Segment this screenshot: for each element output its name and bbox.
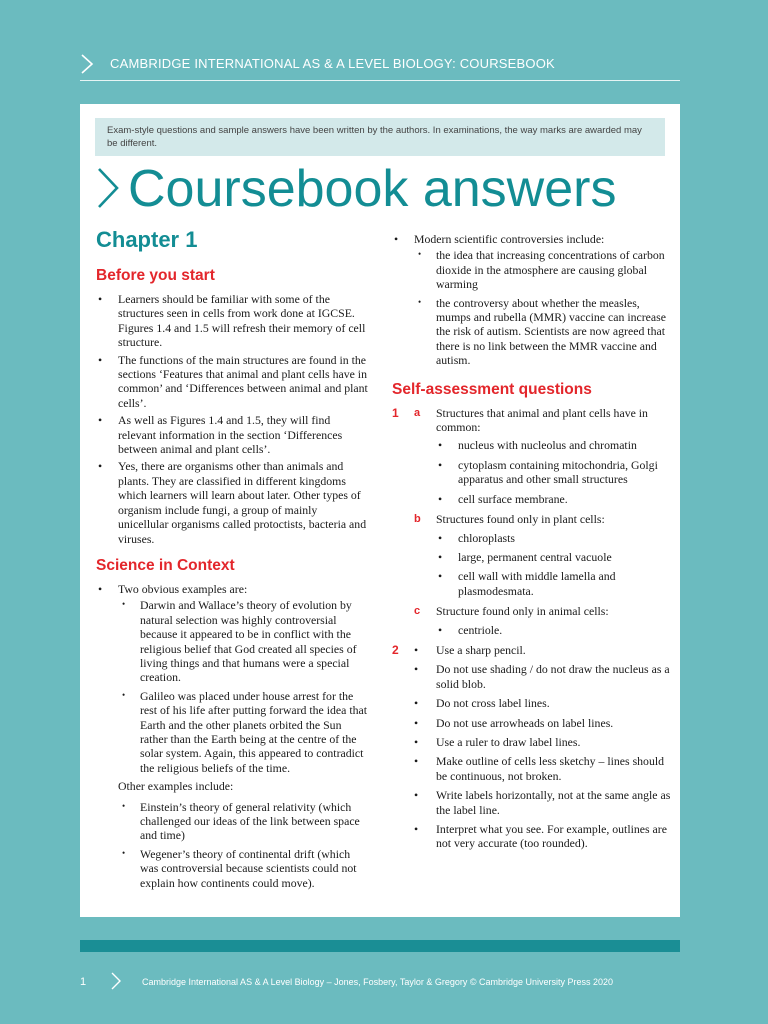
list-item [96, 582, 368, 775]
part-text: Structures that animal and plant cells have in common: [436, 405, 648, 435]
science-in-context-heading: Science in Context [96, 556, 235, 574]
list-item [392, 232, 672, 368]
list-item: • Darwin and Wallace’s theory of evolution by natural selection was highly controversial because it appeared to be in conflict with the religious belief that God created all species of living things and that humans were a special creation. [118, 598, 368, 684]
part-a-list [436, 438, 672, 506]
question-1b [392, 512, 672, 598]
footer-chevron-icon [110, 971, 122, 991]
part-c-list [436, 623, 672, 637]
list-item: • Make outline of cells less sketchy – lines should be continuous, not broken. [436, 754, 672, 783]
examples-intro: Two obvious examples are: [118, 581, 248, 596]
question-number: 2 [392, 642, 399, 657]
list-item: • Interpret what you see. For example, outlines are not very accurate (too rounded). [436, 822, 672, 851]
part-letter: c [414, 605, 421, 618]
running-header: CAMBRIDGE INTERNATIONAL AS & A LEVEL BIOLOGY: COURSEBOOK [110, 56, 555, 71]
footer-band [80, 940, 680, 952]
before-you-start-heading: Before you start [96, 267, 215, 284]
other-examples-label: Other examples include: [118, 779, 234, 794]
footer-citation: Cambridge International AS & A Level Biology – Jones, Fosbery, Taylor & Gregory © Cambridge University Press 2020 [142, 977, 614, 987]
list-item: • Write labels horizontally, not at the same angle as the label line. [436, 788, 672, 817]
before-you-start-list [96, 292, 368, 546]
left-column [96, 226, 368, 894]
question-2-list [392, 643, 672, 851]
header-chevron-icon [80, 53, 94, 75]
list-item: • Einstein’s theory of general relativity (which challenged our ideas of the link between space and time) [118, 800, 368, 843]
science-in-context-list [96, 582, 368, 775]
part-letter: b [414, 513, 421, 526]
modern-intro: Modern scientific controversies include: [414, 232, 605, 246]
modern-controversies-list [392, 232, 672, 368]
list-item: • cell surface membrane. [436, 492, 672, 506]
list-item: • chloroplasts [436, 531, 672, 545]
page-title: Coursebook answers [128, 160, 617, 218]
list-item: • the controversy about whether the measles, mumps and rubella (MMR) vaccine can increase the risk of autism. Scientists are now agreed that there is no link between the MMR vaccine and autism. [414, 296, 672, 368]
list-item: • large, permanent central vacuole [436, 550, 672, 564]
question-2 [392, 643, 672, 851]
exam-notice: Exam-style questions and sample answers have been written by the authors. In examinations, the way marks are awarded may be different. [95, 118, 665, 156]
self-assessment-heading: Self-assessment questions [392, 380, 592, 398]
list-item: • cytoplasm containing mitochondria, Golgi apparatus and other small structures [436, 458, 672, 487]
list-item: • As well as Figures 1.4 and 1.5, they will find relevant information in the section ‘Differences between animal and plant cells’. [96, 413, 368, 456]
list-item: • Learners should be familiar with some of the structures seen in cells from work done at IGCSE. Figures 1.4 and 1.5 will refresh their memory of cell structure. [96, 292, 368, 350]
list-item: • Yes, there are organisms other than animals and plants. They are classified in different kingdoms which learners will learn about later. Other types of organism include fungi, a group of mainly unicellular organisms called protoctists, bacteria and viruses. [96, 459, 368, 545]
list-item: • the idea that increasing concentrations of carbon dioxide in the atmosphere are causing global warming [414, 248, 672, 291]
title-chevron-icon [96, 166, 120, 210]
question-1 [392, 406, 672, 637]
list-item: • The functions of the main structures are found in the sections ‘Features that animal and plant cells have in common’ and ‘Differences between animal and plant cells’. [96, 353, 368, 411]
chapter-heading: Chapter 1 [96, 227, 198, 252]
list-item: • Galileo was placed under house arrest for the rest of his life after putting forward the idea that Earth and the other planets orbited the Sun rather than the Earth being at the centre of the solar system. Again, this appeared to contradict the religious beliefs of the time. [118, 689, 368, 775]
list-item: • Do not use arrowheads on label lines. [436, 716, 672, 730]
page-number: 1 [80, 976, 87, 988]
other-examples-wrapper [96, 800, 368, 890]
question-number: 1 [392, 405, 399, 420]
list-item: • Use a ruler to draw label lines. [436, 735, 672, 749]
list-item: • Use a sharp pencil. [436, 643, 672, 657]
page-sheet [80, 104, 680, 917]
part-letter: a [414, 406, 421, 419]
question-1a [392, 406, 672, 506]
part-b-list [436, 531, 672, 599]
list-item: • Wegener’s theory of continental drift (which was controversial because scientists could not explain how continents could move). [118, 847, 368, 890]
question-1c [392, 604, 672, 637]
list-item: • nucleus with nucleolus and chromatin [436, 438, 672, 452]
part-text: Structure found only in animal cells: [436, 604, 609, 619]
right-column [392, 232, 672, 856]
part-text: Structures found only in plant cells: [436, 512, 605, 527]
list-item: • centriole. [436, 623, 672, 637]
examples-sublist [118, 598, 368, 775]
list-item: • Do not cross label lines. [436, 696, 672, 710]
modern-sublist [414, 248, 672, 367]
list-item: • Do not use shading / do not draw the nucleus as a solid blob. [436, 662, 672, 691]
header-rule [80, 80, 680, 81]
other-examples-sublist [118, 800, 368, 890]
list-item: • cell wall with middle lamella and plasmodesmata. [436, 569, 672, 598]
